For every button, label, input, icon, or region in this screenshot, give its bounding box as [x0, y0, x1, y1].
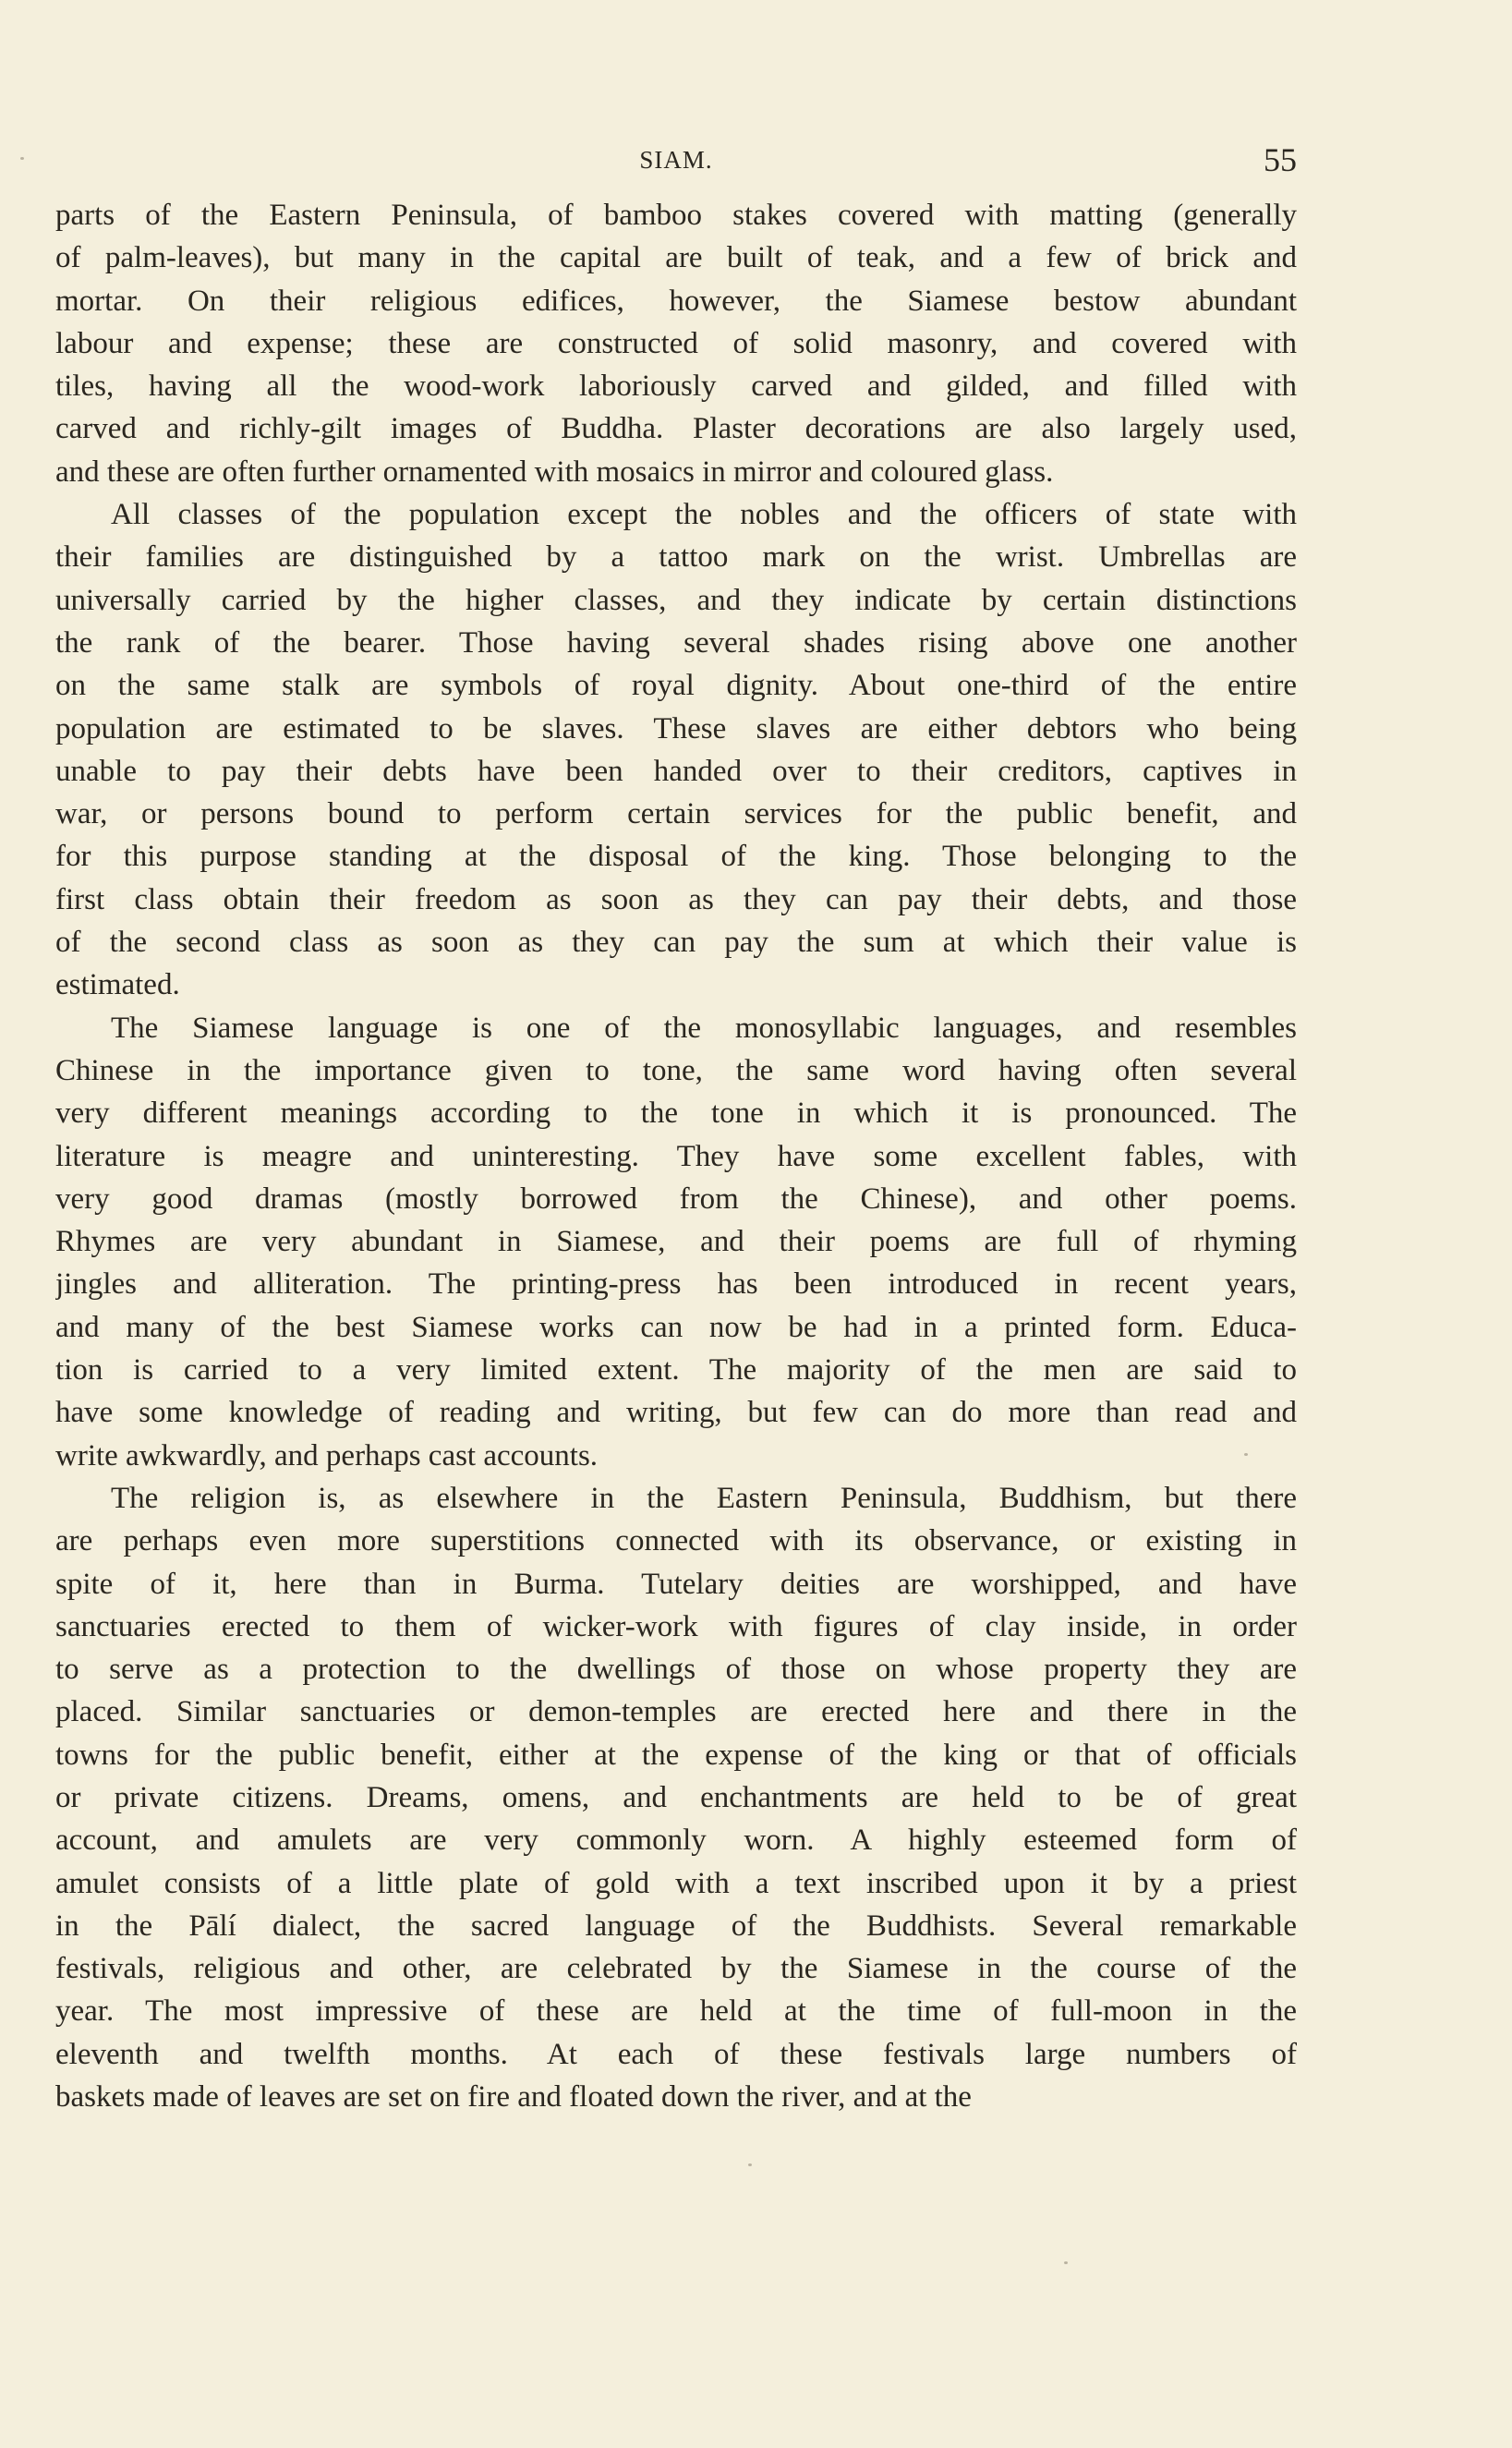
text-line: sanctuaries erected to them of wicker-work with figures of clay inside, in order — [55, 1609, 1297, 1643]
running-head — [55, 140, 1297, 181]
text-line: of palm-leaves), but many in the capital are built of teak, and a few of brick and — [55, 241, 1297, 275]
text-line: Chinese in the importance given to tone, the same word having often several — [55, 1053, 1297, 1087]
text-line: and these are often further ornamented with mosaics in mirror and coloured glass. — [55, 454, 1054, 489]
text-line: or private citizens. Dreams, omens, and enchantments are held to be of great — [55, 1780, 1297, 1814]
text-line: for this purpose standing at the disposal of the king. Those belonging to the — [55, 840, 1297, 874]
body-text — [55, 194, 1297, 2118]
text-line: universally carried by the higher classes, and they indicate by certain distinctions — [55, 583, 1297, 617]
text-line: and many of the best Siamese works can now be had in a printed form. Educa- — [55, 1310, 1297, 1344]
text-line: mortar. On their religious edifices, however, the Siamese bestow abundant — [55, 284, 1297, 318]
text-line: write awkwardly, and perhaps cast accounts. — [55, 1438, 599, 1472]
text-line: labour and expense; these are constructed of solid masonry, and covered with — [55, 326, 1297, 360]
paragraph — [55, 194, 1297, 493]
running-title: SIAM. — [639, 146, 713, 174]
paragraph — [55, 1477, 1297, 2118]
text-line: to serve as a protection to the dwellings of those on whose property they are — [55, 1653, 1297, 1687]
text-line: baskets made of leaves are set on fire and floated down the river, and at the — [55, 2080, 972, 2115]
text-line: The religion is, as elsewhere in the Eastern Peninsula, Buddhism, but there — [111, 1481, 1297, 1515]
page-number: 55 — [1264, 141, 1297, 178]
text-line: towns for the public benefit, either at the expense of the king or that of officials — [55, 1738, 1297, 1772]
text-line: amulet consists of a little plate of gold with a text inscribed upon it by a priest — [55, 1866, 1297, 1900]
text-line: jingles and alliteration. The printing-press has been introduced in recent years, — [55, 1267, 1297, 1302]
text-line: of the second class as soon as they can pay the sum at which their value is — [55, 926, 1297, 960]
paper-speck — [20, 157, 24, 160]
text-line: year. The most impressive of these are held at the time of full-moon in the — [55, 1994, 1297, 2029]
paragraph — [55, 1007, 1297, 1477]
text-line: The Siamese language is one of the monosyllabic languages, and resembles — [111, 1011, 1297, 1045]
paragraph — [55, 493, 1297, 1007]
text-line: tiles, having all the wood-work laboriously carved and gilded, and filled with — [55, 370, 1297, 404]
text-line: population are estimated to be slaves. These slaves are either debtors who being — [55, 711, 1297, 745]
text-line: parts of the Eastern Peninsula, of bamboo stakes covered with matting (generally — [55, 199, 1297, 232]
text-line: Rhymes are very abundant in Siamese, and their poems are full of rhyming — [55, 1225, 1297, 1259]
text-line: first class obtain their freedom as soon as they can pay their debts, and those — [55, 882, 1297, 916]
paper-speck — [748, 2163, 752, 2166]
text-line: tion is carried to a very limited extent. The majority of the men are said to — [55, 1353, 1297, 1388]
paper-speck — [1244, 1453, 1248, 1456]
text-line: are perhaps even more superstitions connected with its observance, or existing in — [55, 1524, 1297, 1558]
text-line: unable to pay their debts have been handed over to their creditors, captives in — [55, 754, 1297, 788]
text-line: on the same stalk are symbols of royal dignity. About one-third of the entire — [55, 669, 1297, 703]
text-line: placed. Similar sanctuaries or demon-temples are erected here and there in the — [55, 1695, 1297, 1729]
text-line: literature is meagre and uninteresting. They have some excellent fables, with — [55, 1139, 1297, 1173]
text-line: account, and amulets are very commonly worn. A highly esteemed form of — [55, 1824, 1297, 1858]
text-line: estimated. — [55, 968, 180, 1002]
text-line: have some knowledge of reading and writing, but few can do more than read and — [55, 1396, 1297, 1430]
text-line: the rank of the bearer. Those having several shades rising above one another — [55, 625, 1297, 660]
text-line: very different meanings according to the tone in which it is pronounced. The — [55, 1097, 1297, 1131]
text-line: spite of it, here than in Burma. Tutelary deities are worshipped, and have — [55, 1567, 1297, 1601]
paper-speck — [1064, 2261, 1068, 2264]
text-line: in the Pālí dialect, the sacred language of the Buddhists. Several remarkable — [55, 1909, 1297, 1943]
text-line: festivals, religious and other, are celebrated by the Siamese in the course of the — [55, 1952, 1297, 1986]
text-line: All classes of the population except the nobles and the officers of state with — [111, 498, 1297, 532]
text-line: their families are distinguished by a tattoo mark on the wrist. Umbrellas are — [55, 540, 1297, 575]
text-line: eleventh and twelfth months. At each of these festivals large numbers of — [55, 2037, 1297, 2071]
text-line: war, or persons bound to perform certain services for the public benefit, and — [55, 797, 1297, 831]
text-line: very good dramas (mostly borrowed from the Chinese), and other poems. — [55, 1182, 1297, 1216]
text-line: carved and richly-gilt images of Buddha. Plaster decorations are also largely used, — [55, 412, 1297, 446]
